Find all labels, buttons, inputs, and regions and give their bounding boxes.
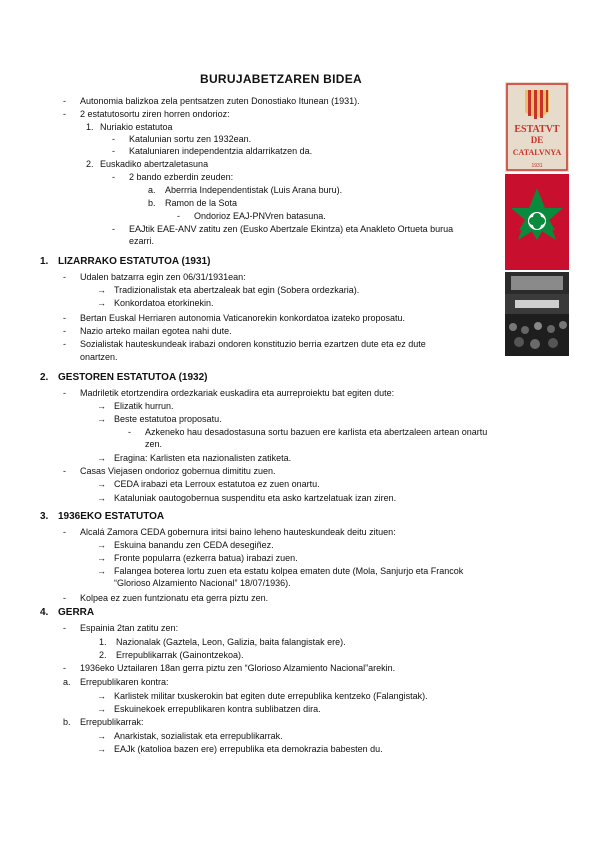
s2-item-b2: Kataluniak oautogobernua suspenditu eta asko kartzelatuak izan ziren. [114,493,397,503]
section-4-number: 4. [40,607,49,618]
section-2-title: GESTOREN ESTATUTOA (1932) [58,372,208,383]
dash: - [63,339,66,349]
list-letter: b. [148,198,156,208]
intro-item-2a-a: Aberrria Independentistak (Luis Arana buru). [165,185,343,195]
arrow: → [97,298,106,308]
intro-item-2a-b: Ramon de la Sota [165,198,238,208]
intro-item-2b-cont: ezarri. [129,236,155,246]
arrow: → [97,493,106,503]
dash: - [112,134,115,144]
poster-text-3: CATALVNYA [512,148,562,157]
list-number: 1. [99,637,107,647]
s3-item-a: Alcalá Zamora CEDA gobernura iritsi baino leheno hauteskundeak deitu zituen: [80,527,396,537]
historic-assembly-photo [505,272,569,356]
s4-item-d: Errepublikarrak: [80,717,144,727]
arrow: → [97,691,106,701]
s1-item-d-cont: onartzen. [80,352,118,362]
s1-item-d: Sozialistak hauteskundeak irabazi ondoren konstituzio berria ezartzen dute eta ez dute [80,339,426,349]
dash: - [177,211,180,221]
intro-line-2: 2 estatutosortu ziren horren ondorioz: [80,109,230,119]
s4-item-c: Errepublikaren kontra: [80,677,169,687]
dash: - [63,388,66,398]
s4-item-a: Espainia 2tan zatitu zen: [80,623,179,633]
s1-item-a: Udalen batzarra egin zen 06/31/1931ean: [80,272,246,282]
list-number: 1. [86,122,94,132]
section-4-title: GERRA [58,607,95,618]
arrow: → [97,414,106,424]
arrow: → [97,566,106,576]
arrow: → [97,704,106,714]
dash: - [63,623,66,633]
arrow: → [97,401,106,411]
s2-item-b1: CEDA irabazi eta Lerroux estatutoa ez zuen onartu. [114,479,320,489]
dash: - [112,172,115,182]
dash: - [63,109,66,119]
dash: - [112,224,115,234]
arrow: → [97,553,106,563]
list-letter: a. [148,185,156,195]
s3-item-b: Kolpea ez zuen funtzionatu eta gerra piztu zen. [80,593,269,603]
arrow: → [97,479,106,489]
list-letter: a. [63,677,71,687]
intro-item-2a: 2 bando ezberdin zeuden: [129,172,234,182]
page-title: BURUJABETZAREN BIDEA [200,72,363,86]
section-3-number: 3. [40,511,49,522]
dash: - [63,466,66,476]
list-letter: b. [63,717,71,727]
dash: - [63,272,66,282]
poster-text-1: ESTATVT [514,124,560,135]
list-number: 2. [99,650,107,660]
arrow: → [97,731,106,741]
s1-item-c: Nazio arteko mailan egotea nahi dute. [80,326,232,336]
section-1-number: 1. [40,256,49,267]
s2-item-a: Madriletik etortzendira ordezkariak euskadira eta aurreproiektu bat egiten dute: [80,388,395,398]
s3-item-a2: Fronte popularra (ezkerra batua) irabazi zuen. [114,553,298,563]
dash: - [63,663,66,673]
dash: - [63,96,66,106]
list-number: 2. [86,159,94,169]
s4-item-c2: Eskuinekoek errepublikaren kontra sublibatzen dira. [114,704,321,714]
arrow: → [97,540,106,550]
s4-item-c1: Karlistek militar txuskerokin bat egiten dute errepublika kentzeko (Falangistak). [114,691,428,701]
s2-item-a2i-cont: zen. [145,439,163,449]
s3-item-a3: Falangea boterea lortu zuen eta estatu kolpea ematen dute (Mola, Sanjurjo eta Francok [114,566,464,576]
s4-item-d1: Anarkistak, sozialistak eta errepublikarrak. [114,731,283,741]
catalan-statute-poster [505,82,569,172]
intro-item-2a-b1: Ondorioz EAJ-PNVren batasuna. [194,211,326,221]
intro-item-1a: Katalunian sortu zen 1932ean. [129,134,252,144]
intro-item-2: Euskadiko abertzaletasuna [100,159,209,169]
s3-item-a1: Eskuina banandu zen CEDA desegiñez. [114,540,274,550]
section-3-title: 1936EKO ESTATUTOA [58,511,165,522]
dash: - [63,313,66,323]
dash: - [63,527,66,537]
s4-item-a1: Nazionalak (Gaztela, Leon, Galizia, baita falangistak ere). [116,637,346,647]
arrow: → [97,285,106,295]
dash: - [128,427,131,437]
dash: - [63,326,66,336]
intro-line-1: Autonomia balizkoa zela pentsatzen zuten Donostiako Itunean (1931). [80,96,360,106]
s4-item-b: 1936eko Uztailaren 18an gerra piztu zen “Glorioso Alzamiento Nacional”arekin. [80,663,396,673]
intro-item-1b: Kataluniaren independentzia aldarrikatzen da. [129,146,313,156]
s3-item-a3-cont: “Glorioso Alzamiento Nacional” 18/07/1936). [114,578,291,588]
intro-item-1: Nuriakio estatutoa [100,122,173,132]
poster-text-2: DE [530,135,544,145]
lauburu-flag [505,174,569,270]
poster-text-4: 1931 [531,163,543,169]
s4-item-a2: Errepublikarrak (Gainontzekoa). [116,650,244,660]
s1-item-a1: Tradizionalistak eta abertzaleak bat egin (Sobera ordezkaria). [114,285,360,295]
s4-item-d2: EAJk (katolioa bazen ere) errepublika eta demokrazia babesten du. [114,744,383,754]
s2-item-a3: Eragina: Karlisten eta nazionalisten zatiketa. [114,453,292,463]
arrow: → [97,744,106,754]
s2-item-a2i: Azkeneko hau desadostasuna sortu bazuen ere karlista eta abertzaleen artean onartu [145,427,488,437]
section-1-title: LIZARRAKO ESTATUTOA (1931) [58,256,211,267]
intro-item-2b: EAJtik EAE-ANV zatitu zen (Eusko Abertzale Ekintza) eta Anakleto Ortueta burua [129,224,454,234]
s2-item-a1: Elizatik hurrun. [114,401,174,411]
dash: - [112,146,115,156]
s2-item-b: Casas Viejasen ondorioz gobernua dimititu zuen. [80,466,276,476]
s1-item-b: Bertan Euskal Herriaren autonomia Vaticanorekin konkordatoa izateko proposatu. [80,313,406,323]
dash: - [63,593,66,603]
section-2-number: 2. [40,372,49,383]
arrow: → [97,453,106,463]
s2-item-a2: Beste estatutoa proposatu. [114,414,222,424]
s1-item-a2: Konkordatoa etorkinekin. [114,298,214,308]
